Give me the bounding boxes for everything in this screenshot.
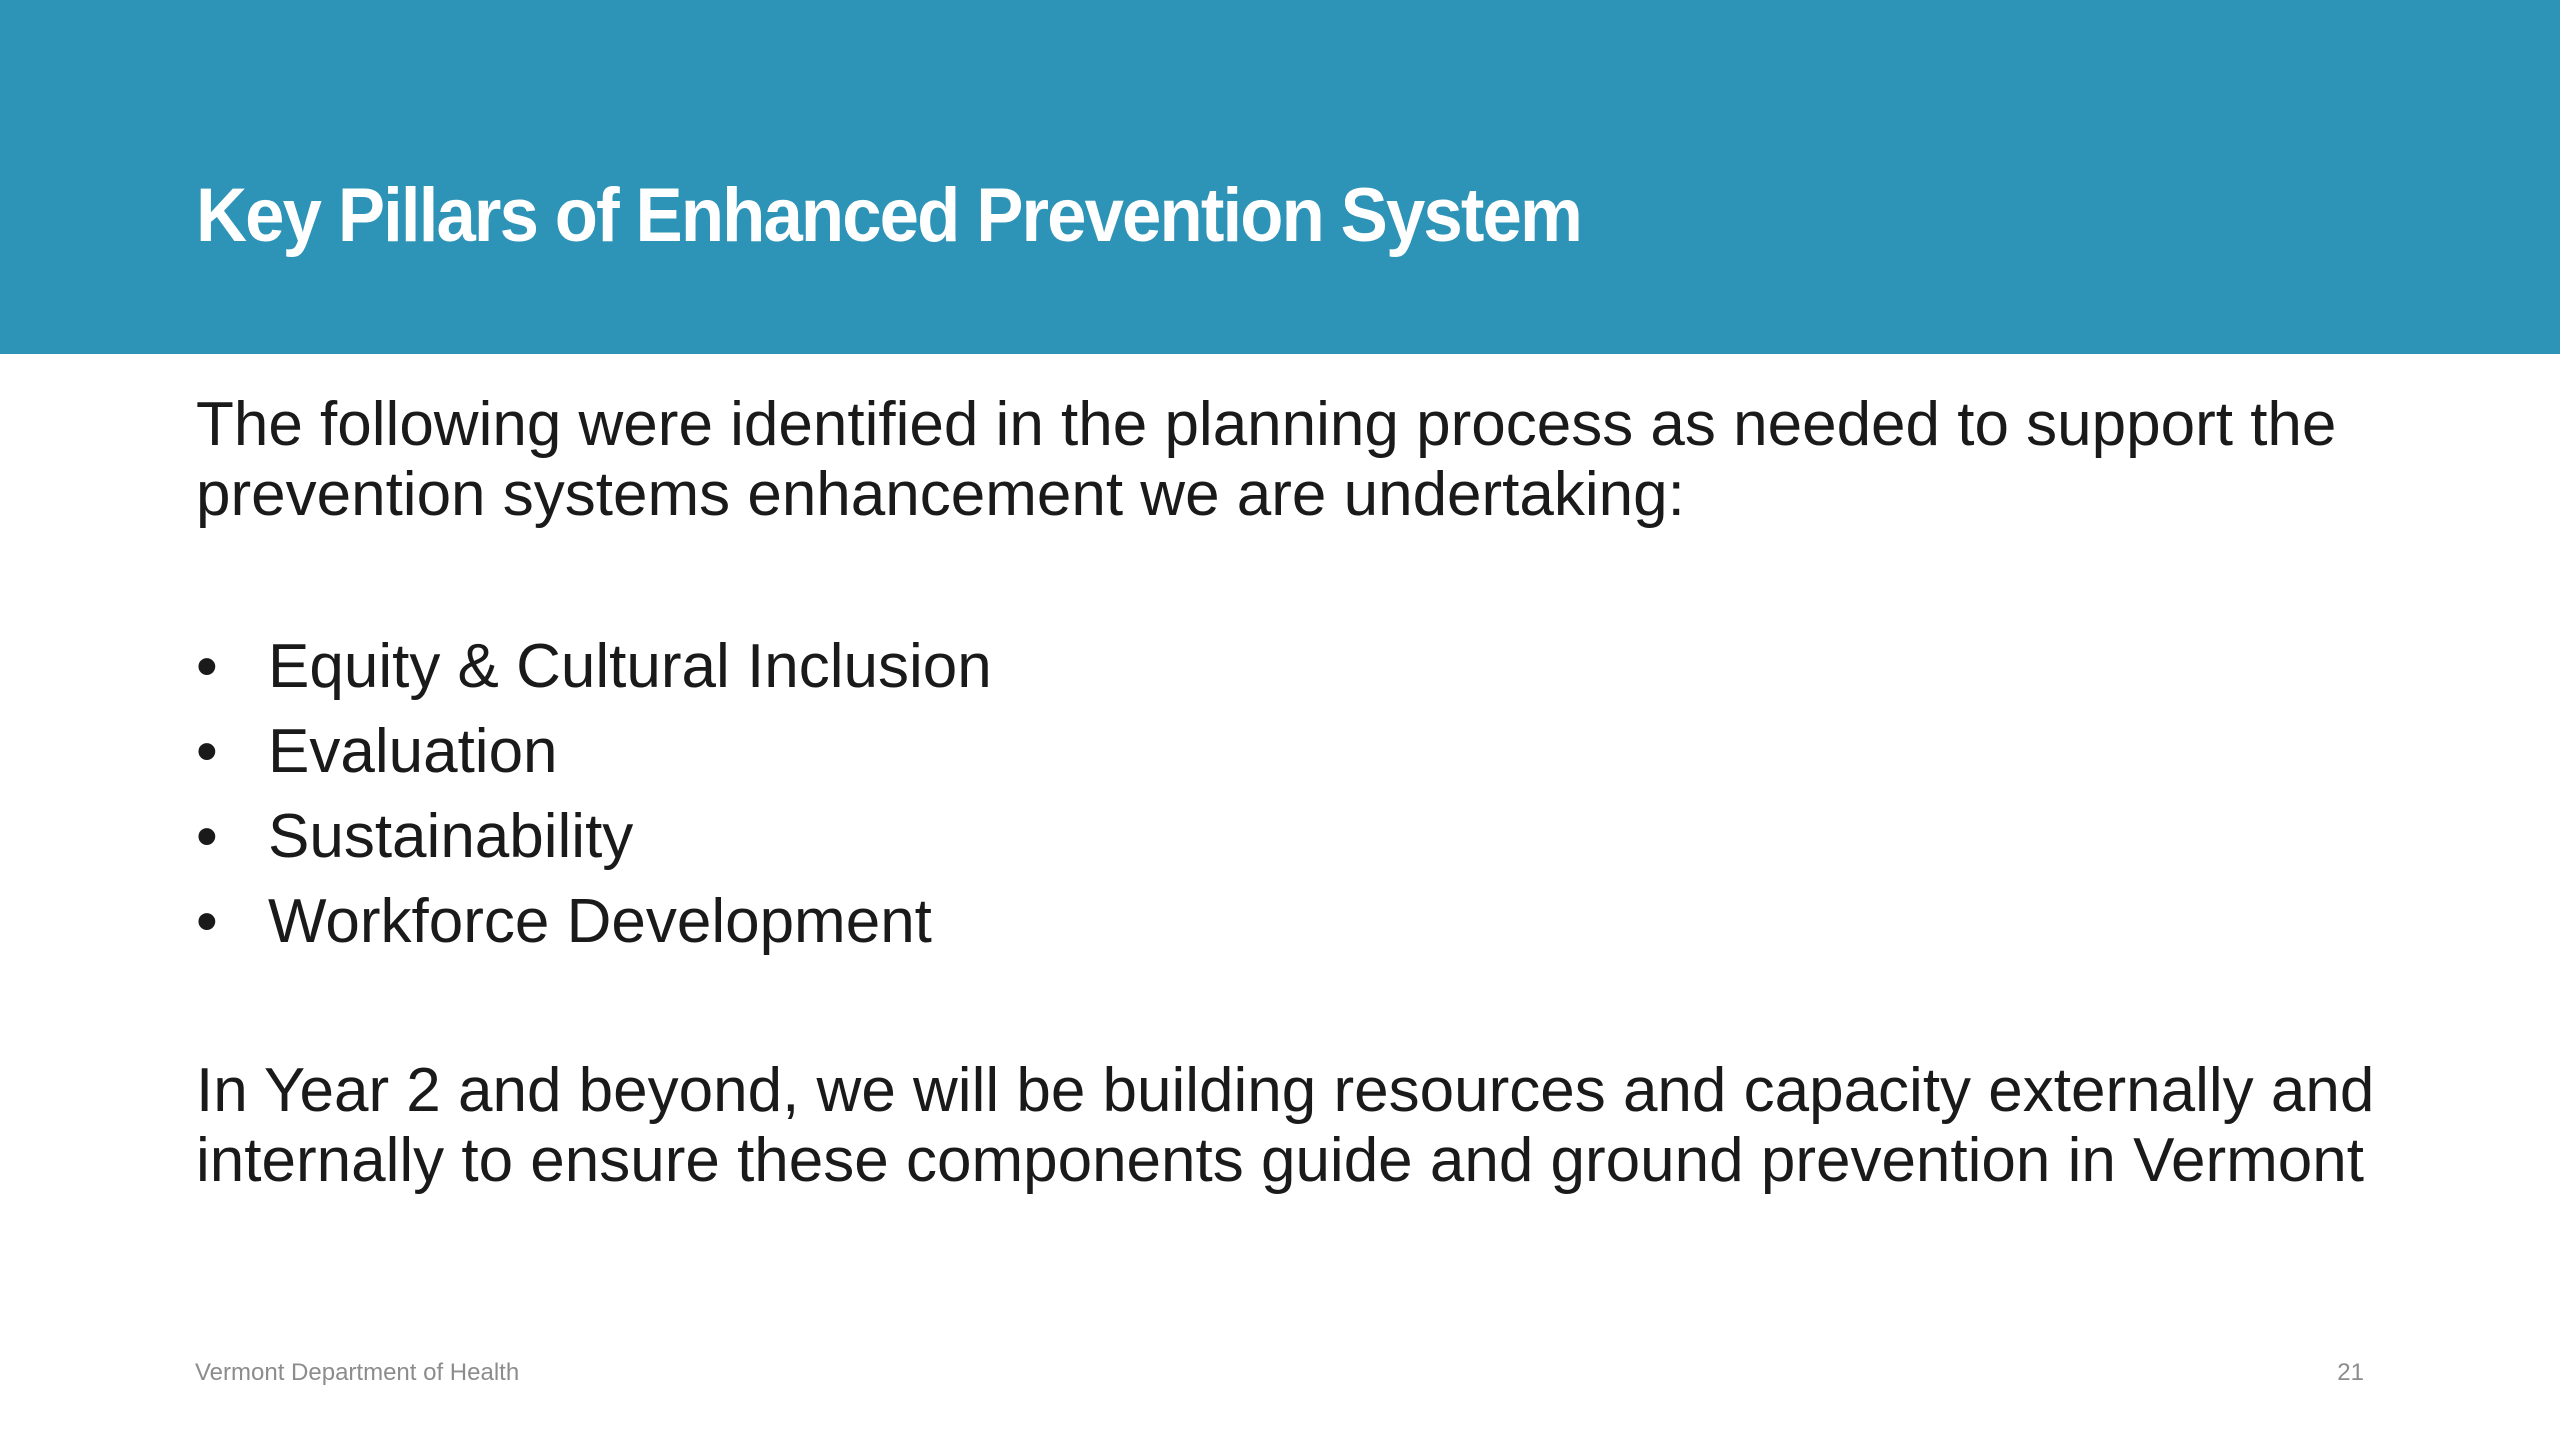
list-item <box>196 879 992 964</box>
intro-paragraph: The following were identified in the planning process as needed to support the prevention systems enhancement we are undertaking: <box>196 390 2337 529</box>
pillar-label: Workforce Development <box>268 887 932 956</box>
closing-paragraph: In Year 2 and beyond, we will be building resources and capacity externally and internally to ensure these components guide and ground prevention in Vermont <box>196 1056 2375 1195</box>
page-number: 21 <box>2337 1359 2364 1386</box>
bullet-icon: • <box>196 717 218 786</box>
list-item <box>196 624 992 709</box>
slide-title: Key Pillars of Enhanced Prevention System <box>196 173 1581 258</box>
pillar-label: Sustainability <box>268 802 634 871</box>
list-item <box>196 794 992 879</box>
bullet-icon: • <box>196 802 218 871</box>
bullet-icon: • <box>196 632 218 701</box>
title-banner <box>0 0 2560 354</box>
pillar-label: Evaluation <box>268 717 558 786</box>
pillar-list <box>196 624 992 964</box>
list-item <box>196 709 992 794</box>
pillar-label: Equity & Cultural Inclusion <box>268 632 992 701</box>
bullet-icon: • <box>196 887 218 956</box>
footer-organization: Vermont Department of Health <box>195 1359 520 1386</box>
